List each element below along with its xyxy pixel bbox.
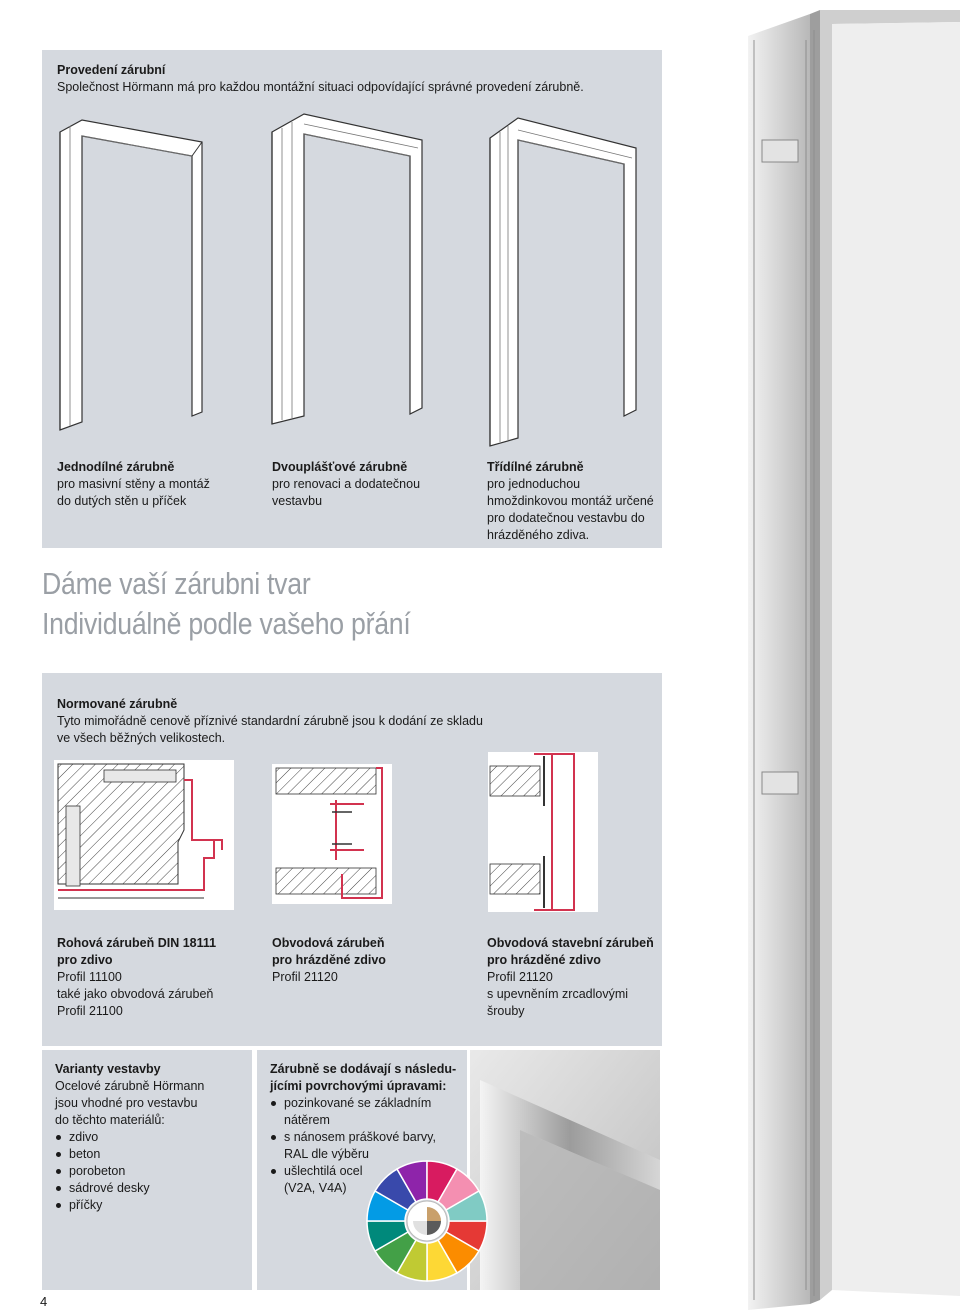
frame-caption-single [57, 459, 210, 510]
profile-caption-title: Obvodová zárubeň [272, 936, 385, 950]
profile-caption-building [487, 935, 654, 1020]
frame-types-intro: Společnost Hörmann má pro každou montážní situaci odpovídající správné provedení zárubně. [57, 80, 584, 94]
installation-variants [55, 1061, 204, 1214]
frame-caption-three-part [487, 459, 654, 544]
frame-caption-line: vestavbu [272, 494, 323, 508]
standard-frames-text-line: Tyto mimořádně cenově příznivé standardní zárubně jsou k dodání ze skladu [57, 714, 483, 728]
profile-caption-title: Obvodová stavební zárubeň [487, 936, 654, 950]
profile-caption-title: Rohová zárubeň DIN 18111 [57, 936, 217, 950]
standard-frames-text-line: ve všech běžných velikostech. [57, 731, 226, 745]
double-shell-frame-illustration [262, 108, 432, 428]
three-part-frame-illustration [478, 108, 648, 448]
profile-caption-line: také jako obvodová zárubeň [57, 987, 214, 1001]
perimeter-frame-profile-diagram [272, 764, 392, 904]
corner-frame-profile-diagram [54, 760, 234, 910]
profile-caption-title: pro zdivo [57, 953, 113, 967]
standard-frames-text [57, 713, 483, 747]
list-item: porobeton [55, 1163, 204, 1180]
materials-list [55, 1129, 204, 1214]
frame-caption-double [272, 459, 420, 510]
profile-caption-line: s upevněním zrcadlovými [487, 987, 629, 1001]
frame-corner-photo [470, 1050, 660, 1290]
installation-variants-title: Varianty vestavby [55, 1062, 161, 1076]
profile-caption-line: Profil 21100 [57, 1004, 123, 1018]
frame-caption-line: pro renovaci a dodatečnou [272, 477, 421, 491]
frame-caption-line: hrázděného zdiva. [487, 528, 590, 542]
list-item-line: nátěrem [284, 1113, 330, 1127]
installation-variants-line: do těchto materiálů: [55, 1113, 165, 1127]
profile-caption-title: pro hrázděné zdivo [272, 953, 386, 967]
frame-caption-line: pro dodatečnou vestavbu do [487, 511, 645, 525]
surface-finish-title: Zárubně se dodávají s následu- [270, 1062, 457, 1076]
list-item: beton [55, 1146, 204, 1163]
list-item [270, 1095, 456, 1129]
list-item: příčky [55, 1197, 204, 1214]
installation-variants-line: Ocelové zárubně Hörmann [55, 1079, 205, 1093]
headline-line2: Individuálně podle vašeho přání [42, 606, 411, 641]
list-item: sádrové desky [55, 1180, 204, 1197]
frame-caption-title: Třídílné zárubně [487, 460, 584, 474]
door-frame-photo [740, 0, 960, 1310]
single-part-frame-illustration [52, 112, 222, 432]
frame-caption-line: pro jednoduchou [487, 477, 581, 491]
profile-caption-title: pro hrázděné zdivo [487, 953, 601, 967]
list-item-line: s nánosem práškové barvy, [284, 1130, 436, 1144]
installation-variants-line: jsou vhodné pro vestavbu [55, 1096, 198, 1110]
list-item-line: ušlechtilá ocel [284, 1164, 363, 1178]
list-item-line: (V2A, V4A) [284, 1181, 347, 1195]
frame-caption-line: do dutých stěn u příček [57, 494, 187, 508]
frame-types-title: Provedení zárubní [57, 63, 166, 77]
surface-finish-title: jícími povrchovými úpravami: [270, 1079, 447, 1093]
profile-caption-corner [57, 935, 216, 1020]
profile-caption-line: Profil 21120 [487, 970, 553, 984]
profile-caption-perimeter [272, 935, 386, 986]
frame-caption-line: hmoždinkovou montáž určené [487, 494, 654, 508]
headline-line1: Dáme vaší zárubni tvar [42, 566, 311, 601]
profile-caption-line: šrouby [487, 1004, 525, 1018]
frame-caption-line: pro masivní stěny a montáž [57, 477, 210, 491]
list-item-line: RAL dle výběru [284, 1147, 369, 1161]
list-item: zdivo [55, 1129, 204, 1146]
profile-caption-line: Profil 21120 [272, 970, 338, 984]
frame-caption-title: Dvouplášťové zárubně [272, 460, 408, 474]
ral-color-wheel-icon [362, 1156, 492, 1286]
page-number: 4 [40, 1294, 48, 1309]
list-item-line: pozinkované se základním [284, 1096, 432, 1110]
frame-caption-title: Jednodílné zárubně [57, 460, 175, 474]
profile-caption-line: Profil 11100 [57, 970, 122, 984]
building-frame-profile-diagram [488, 752, 598, 912]
standard-frames-title: Normované zárubně [57, 697, 178, 711]
